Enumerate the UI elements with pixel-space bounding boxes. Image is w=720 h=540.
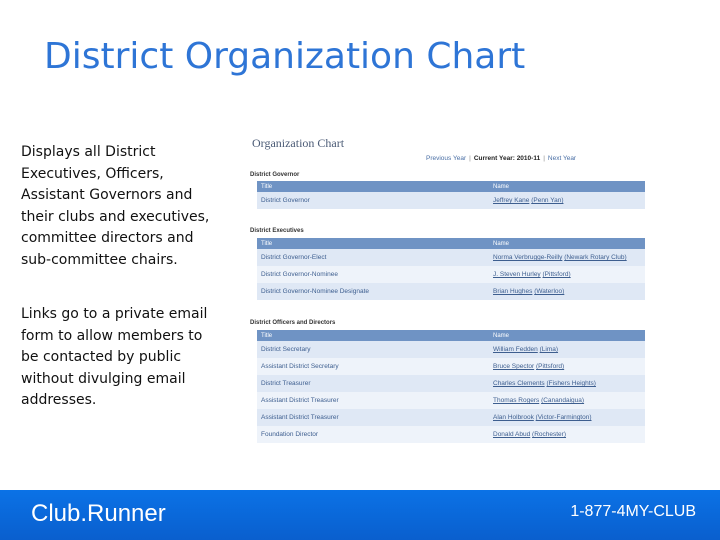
section-label-district-executives: District Executives [250,228,304,234]
member-name-link[interactable]: Thomas Rogers [493,397,540,404]
table-row [257,341,645,358]
table-row [257,426,645,443]
previous-year-link[interactable]: Previous Year [426,155,467,162]
table-row [257,358,645,375]
club-link[interactable]: (Victor-Farmington) [535,414,592,421]
club-link[interactable]: (Fishers Heights) [546,380,596,387]
column-header-name: Name [489,330,645,341]
club-link[interactable]: (Pittsford) [542,271,571,278]
column-header-title: Title [257,330,489,341]
club-link[interactable]: (Canandaigua) [541,397,585,404]
row-title: District Governor-Elect [257,249,489,266]
club-link[interactable]: (Rochester) [532,431,567,438]
footer-bar [0,490,720,540]
table-row [257,375,645,392]
row-title: District Governor-Nominee [257,266,489,283]
row-name-cell [489,426,645,443]
member-name-link[interactable]: Brian Hughes [493,288,533,295]
org-chart-title: Organization Chart [252,136,345,150]
member-name-link[interactable]: William Fedden [493,346,538,353]
table-district-executives [257,238,645,300]
member-name-link[interactable]: Charles Clements [493,380,545,387]
row-title: District Secretary [257,341,489,358]
column-header-title: Title [257,238,489,249]
row-title: Assistant District Treasurer [257,409,489,426]
row-title: District Governor [257,192,489,209]
row-title: District Treasurer [257,375,489,392]
club-link[interactable]: (Pittsford) [536,363,565,370]
row-name-cell [489,249,645,266]
column-header-title: Title [257,181,489,192]
current-year-label: Current Year: 2010-11 [473,155,541,162]
row-title: Foundation Director [257,426,489,443]
next-year-link[interactable]: Next Year [547,155,577,162]
clubrunner-logo-text: Club.Runner [31,500,166,527]
club-link[interactable]: (Newark Rotary Club) [564,254,627,261]
description-paragraph-1: Displays all District Executives, Officers, Assistant Governors and their clubs and executives, committee directors and sub-committee chairs. [21,144,210,268]
table-district-governor [257,181,645,209]
row-title: Assistant District Secretary [257,358,489,375]
phone-number: 1-877-4MY-CLUB [570,503,696,520]
row-name-cell [489,409,645,426]
member-name-link[interactable]: Bruce Spector [493,363,535,370]
table-row [257,192,645,209]
row-title: Assistant District Treasurer [257,392,489,409]
section-label-district-officers: District Officers and Directors [250,320,336,326]
row-name-cell [489,283,645,300]
row-name-cell [489,341,645,358]
slide-title: District Organization Chart [44,36,526,77]
club-link[interactable]: (Lima) [539,346,559,353]
row-name-cell [489,192,645,209]
table-row [257,392,645,409]
table-row [257,266,645,283]
org-chart-screenshot [248,128,648,448]
member-name-link[interactable]: Alan Holbrook [493,414,534,421]
section-label-district-governor: District Governor [250,172,300,178]
row-title: District Governor-Nominee Designate [257,283,489,300]
row-name-cell [489,358,645,375]
description-paragraph-2: Links go to a private email form to allow members to be contacted by public without divulging email addresses. [21,306,208,408]
club-link[interactable]: (Penn Yan) [531,197,564,204]
member-name-link[interactable]: Jeffrey Kane [493,197,530,204]
column-header-name: Name [489,238,645,249]
table-header-row [257,330,645,341]
row-name-cell [489,392,645,409]
member-name-link[interactable]: J. Steven Hurley [493,271,541,278]
table-header-row [257,181,645,192]
table-header-row [257,238,645,249]
table-row [257,249,645,266]
club-link[interactable]: (Waterloo) [534,288,565,295]
column-header-name: Name [489,181,645,192]
table-district-officers [257,330,645,443]
table-row [257,409,645,426]
member-name-link[interactable]: Donald Abud [493,431,531,438]
row-name-cell [489,375,645,392]
year-nav-separator: | [469,155,471,162]
row-name-cell [489,266,645,283]
table-row [257,283,645,300]
year-nav-separator: | [543,155,545,162]
member-name-link[interactable]: Norma Verbrugge-Reilly [493,254,563,261]
year-navigation [426,155,576,162]
